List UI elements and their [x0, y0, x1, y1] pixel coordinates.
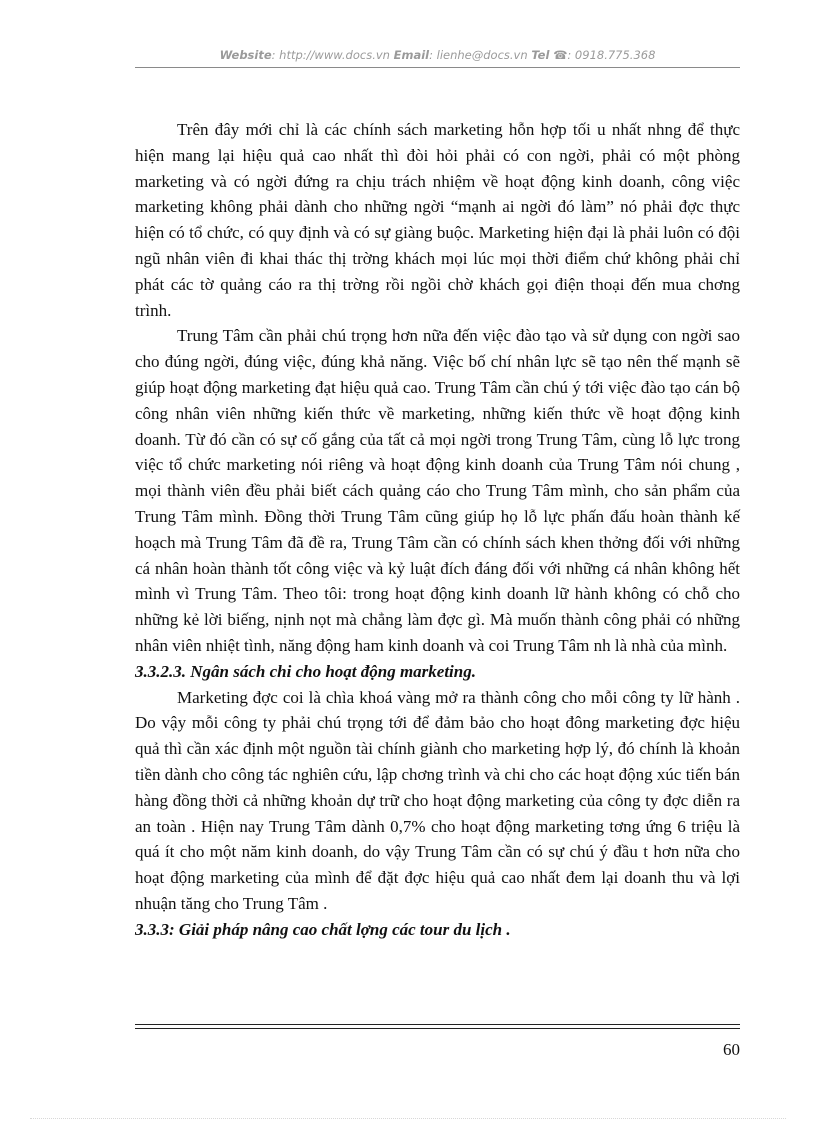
website-value: : http://www.docs.vn [271, 48, 390, 62]
page-header [135, 48, 740, 66]
document-body [135, 117, 740, 943]
page-bottom-border [30, 1118, 786, 1119]
section-heading-quality: 3.3.3: Giải pháp nâng cao chất lợng các tour du lịch . [135, 919, 511, 939]
paragraph-2: Trung Tâm cần phải chú trọng hơn nữa đến việc đào tạo và sử dụng con ngời sao cho đúng ngời, đúng việc, đúng khả năng. Việc bố chí nhân lực sẽ tạo nên thế mạnh sẽ giúp hoạt động marketing đạt hiệu quả cao. Trung Tâm cần chú ý tới việc đào tạo cán bộ công nhân viên những kiến thức về marketing, những kiến thức về hoạt động kinh doanh. Từ đó cần có sự cố gắng của tất cả mọi ngời trong Trung Tâm, cùng lỗ lực trong việc tổ chức marketing nói riêng và hoạt động kinh doanh của Trung Tâm nói chung , mọi thành viên đều phải biết cách quảng cáo cho Trung Tâm mình, cho sản phẩm của Trung Tâm mình. Đồng thời Trung Tâm cũng giúp họ lỗ lực phấn đấu hoàn thành kế hoạch mà Trung Tâm đã đề ra, Trung Tâm cần có chính sách khen thởng đối với những cá nhân hoàn thành tốt công việc và kỷ luật đích đáng đối với những cá nhân không hết mình vì Trung Tâm. Theo tôi: trong hoạt động kinh doanh lữ hành không có chỗ cho những kẻ lời biếng, nịnh nọt mà chẳng làm đợc gì. Mà muốn thành công phải có những nhân viên nhiệt tình, năng động ham kinh doanh và coi Trung Tâm nh là nhà của mình. [135, 326, 740, 655]
page-number: 60 [723, 1040, 740, 1059]
header-divider [135, 67, 740, 68]
footer-divider [135, 1024, 740, 1029]
phone-icon: ☎ [553, 48, 568, 62]
tel-value: : 0918.775.368 [567, 48, 656, 62]
email-value: : lienhe@docs.vn [429, 48, 528, 62]
email-label: Email [393, 48, 430, 62]
section-heading-budget: 3.3.2.3. Ngân sách chi cho hoạt động marketing. [135, 661, 476, 681]
tel-label: Tel [531, 48, 550, 62]
paragraph-1: Trên đây mới chỉ là các chính sách marketing hỗn hợp tối u nhất nhng để thực hiện mang lại hiệu quả cao nhất thì đòi hỏi phải có con ngời, phải có một phòng marketing và có ngời đứng ra chịu trách nhiệm về hoạt động kinh doanh, công việc marketing không phải dành cho những ngời “mạnh ai ngời đó làm” nó phải đợc thực hiện có tổ chức, có quy định và có sự giàng buộc. Marketing hiện đại là phải luôn có đội ngũ nhân viên đi khai thác thị trờng khách mọi lúc mọi thời điểm chứ không phải chỉ phát các tờ quảng cáo ra thị trờng rồi ngồi chờ khách gọi điện thoại đến mua chơng trình. [135, 120, 740, 320]
website-label: Website [219, 48, 272, 62]
paragraph-3: Marketing đợc coi là chìa khoá vàng mở ra thành công cho mỗi công ty lữ hành . Do vậy mỗi công ty phải chú trọng tới để đảm bảo cho hoạt đông marketing đợc hiệu quả thì cần xác định một nguồn tài chính giành cho marketing hợp lý, đó chính là khoản tiền dành cho công tác nghiên cứu, lập chơng trình và chi cho các hoạt động xúc tiến bán hàng đồng thời cả những khoản dự trữ cho hoạt động marketing của công ty đợc diễn ra an toàn . Hiện nay Trung Tâm dành 0,7% cho hoạt động marketing tơng ứng 6 triệu là quá ít cho một năm kinh doanh, do vậy Trung Tâm cần có sự chú ý đầu t hơn nữa cho hoạt động marketing của mình để đặt đợc hiệu quả cao nhất đem lại doanh thu và lợi nhuận tăng cho Trung Tâm . [135, 687, 740, 913]
